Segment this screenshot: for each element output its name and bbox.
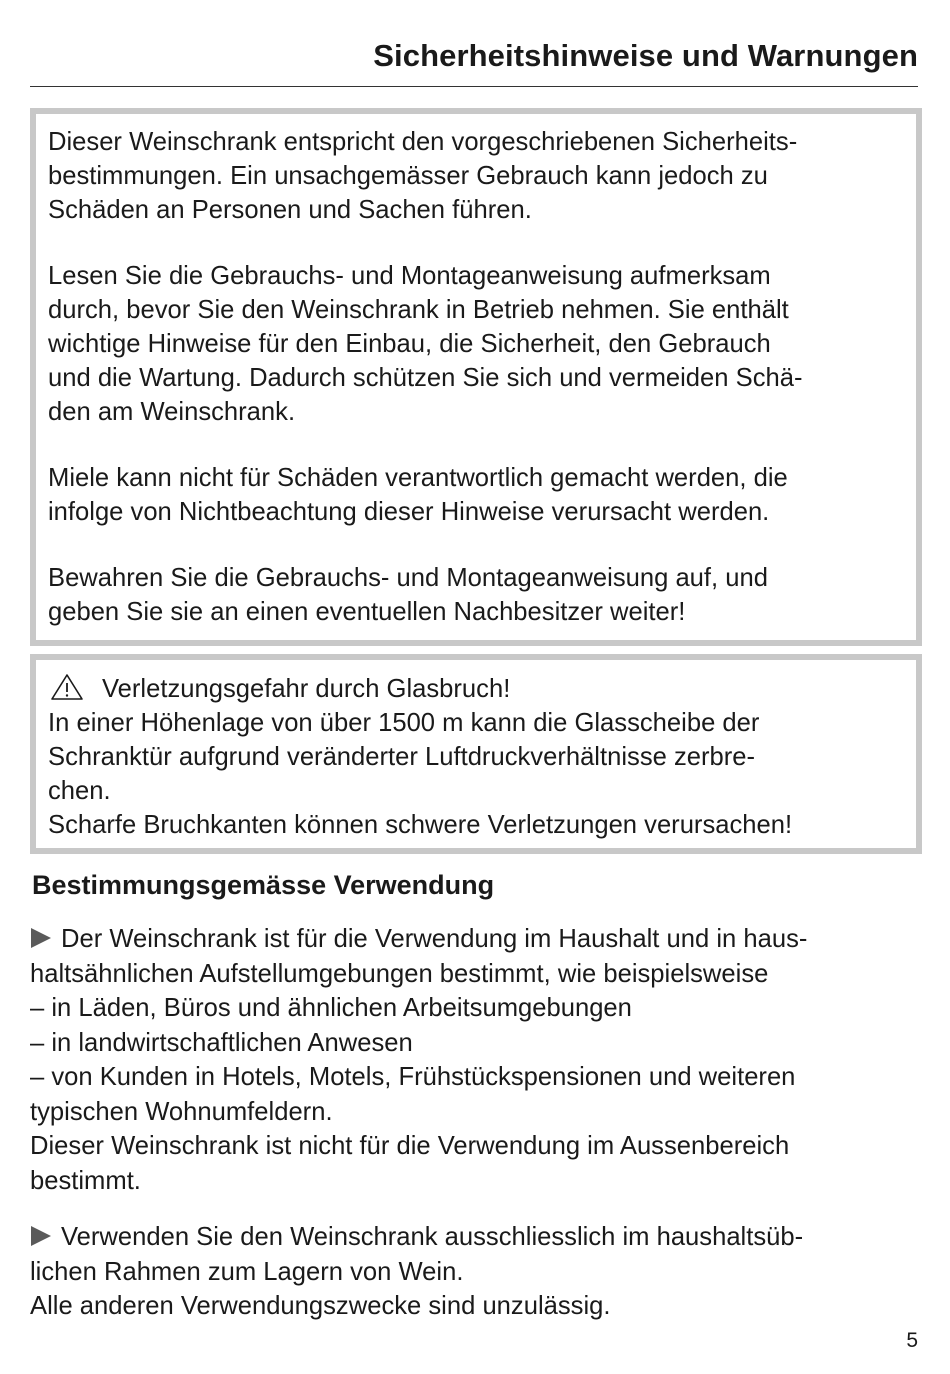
warning-triangle-icon <box>48 673 86 701</box>
text-line: Verwenden Sie den Weinschrank ausschliesslich im haushaltsüb- <box>30 1220 920 1255</box>
text-line: infolge von Nichtbeachtung dieser Hinweise verursacht werden. <box>48 498 770 526</box>
text-line: bestimmt. <box>30 1166 141 1195</box>
text-line: Schäden an Personen und Sachen führen. <box>48 196 532 224</box>
text-line: chen. <box>48 777 111 805</box>
usage-item <box>30 1220 920 1324</box>
text-line: und die Wartung. Dadurch schützen Sie sich und vermeiden Schä- <box>48 364 803 392</box>
text-line: Der Weinschrank ist für die Verwendung im Haushalt und in haus- <box>30 922 920 957</box>
intro-paragraph <box>48 561 904 629</box>
text-line: Bewahren Sie die Gebrauchs- und Montageanweisung auf, und <box>48 564 768 592</box>
text-line: bestimmungen. Ein unsachgemässer Gebrauch kann jedoch zu <box>48 162 768 190</box>
page-number: 5 <box>906 1329 918 1352</box>
triangle-bullet-icon <box>30 1225 52 1247</box>
page-header-title: Sicherheitshinweise und Warnungen <box>373 38 918 73</box>
text-line: Miele kann nicht für Schäden verantwortlich gemacht werden, die <box>48 464 788 492</box>
text-line: haltsähnlichen Aufstellumgebungen bestimmt, wie beispielsweise <box>30 959 769 988</box>
text-line: durch, bevor Sie den Weinschrank in Betrieb nehmen. Sie enthält <box>48 296 789 324</box>
triangle-bullet-icon <box>30 927 52 949</box>
text-line: typischen Wohnumfeldern. <box>30 1097 333 1126</box>
text-line: wichtige Hinweise für den Einbau, die Sicherheit, den Gebrauch <box>48 330 771 358</box>
intro-paragraph <box>48 125 904 227</box>
safety-intro-box <box>30 108 922 646</box>
text-line: geben Sie sie an einen eventuellen Nachbesitzer weiter! <box>48 598 686 626</box>
text-line: Scharfe Bruchkanten können schwere Verletzungen verursachen! <box>48 811 793 839</box>
intro-paragraph <box>48 461 904 529</box>
text-line: – in landwirtschaftlichen Anwesen <box>30 1028 413 1057</box>
warning-heading: Verletzungsgefahr durch Glasbruch! <box>102 675 511 703</box>
text-line: Alle anderen Verwendungszwecke sind unzulässig. <box>30 1292 611 1320</box>
text-line: Dieser Weinschrank entspricht den vorgeschriebenen Sicherheits- <box>48 128 798 156</box>
warning-heading-line <box>48 672 904 706</box>
text-line: – von Kunden in Hotels, Motels, Frühstückspensionen und weiteren <box>30 1063 796 1091</box>
text-line: Lesen Sie die Gebrauchs- und Montageanweisung aufmerksam <box>48 262 771 290</box>
text-line: lichen Rahmen zum Lagern von Wein. <box>30 1257 464 1286</box>
header-divider <box>30 86 918 87</box>
text-line: den am Weinschrank. <box>48 398 296 426</box>
usage-section <box>30 922 920 1324</box>
text-line: Schranktür aufgrund veränderter Luftdruckverhältnisse zerbre- <box>48 743 756 771</box>
text-line: Dieser Weinschrank ist nicht für die Verwendung im Aussenbereich <box>30 1132 790 1160</box>
text-line: – in Läden, Büros und ähnlichen Arbeitsumgebungen <box>30 994 632 1022</box>
text-line: In einer Höhenlage von über 1500 m kann die Glasscheibe der <box>48 709 760 737</box>
section-title: Bestimmungsgemässe Verwendung <box>32 870 495 900</box>
usage-item <box>30 922 920 1198</box>
intro-paragraph <box>48 259 904 429</box>
glass-breakage-warning-box <box>30 654 922 854</box>
